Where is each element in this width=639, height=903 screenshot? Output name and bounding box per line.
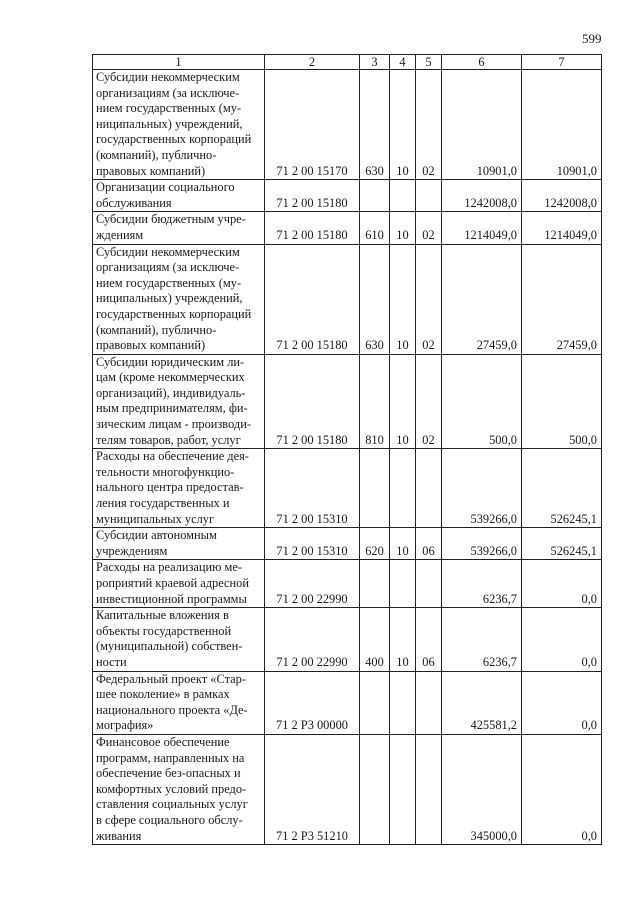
expense-name-cell	[93, 244, 265, 354]
expense-name-line: зическим лицам - производи-	[96, 417, 251, 432]
amount-approved-cell: 6236,7	[442, 560, 522, 608]
expense-type-cell	[360, 671, 390, 734]
table-row	[93, 671, 602, 734]
column-header: 3	[360, 55, 390, 70]
expense-name-line: цам (кроме некоммерческих	[96, 370, 245, 385]
expense-name-line: живания	[96, 828, 142, 843]
expense-name-line: комфортных условий предо-	[96, 781, 247, 796]
section-cell	[390, 671, 416, 734]
section-cell	[390, 180, 416, 212]
amount-approved-cell: 425581,2	[442, 671, 522, 734]
expense-name-line: тельности многофункцио-	[96, 464, 235, 479]
amount-executed-cell: 0,0	[522, 608, 602, 671]
expense-name-line: правовых компаний)	[96, 338, 206, 353]
amount-executed-cell: 27459,0	[522, 244, 602, 354]
table-row	[93, 560, 602, 608]
expense-name-cell	[93, 70, 265, 180]
subsection-cell	[416, 449, 442, 528]
expense-name-line: (компаний), публично-	[96, 147, 217, 162]
expense-name-line: нального центра предостав-	[96, 480, 244, 495]
subsection-cell: 02	[416, 354, 442, 449]
budget-table	[92, 54, 602, 845]
expense-name-line: Субсидии автономным	[96, 528, 217, 543]
expense-name-line: Субсидии некоммерческим	[96, 244, 240, 259]
column-header: 7	[522, 55, 602, 70]
expense-name-cell	[93, 449, 265, 528]
amount-approved-cell: 539266,0	[442, 528, 522, 560]
section-cell: 10	[390, 212, 416, 244]
expense-name-cell	[93, 734, 265, 844]
table-row	[93, 212, 602, 244]
expense-name-line: ниципальных) учреждений,	[96, 116, 243, 131]
expense-name-line: муниципальных услуг	[96, 511, 215, 526]
expense-name-line: организациям (за исключе-	[96, 85, 240, 100]
expense-type-cell: 620	[360, 528, 390, 560]
expense-name-line: объекты государственной	[96, 623, 232, 638]
expense-name-cell	[93, 560, 265, 608]
amount-approved-cell: 539266,0	[442, 449, 522, 528]
subsection-cell	[416, 734, 442, 844]
expense-name-cell	[93, 212, 265, 244]
amount-approved-cell: 1214049,0	[442, 212, 522, 244]
expense-name-line: Субсидии юридическим ли-	[96, 354, 245, 369]
column-header: 6	[442, 55, 522, 70]
column-header: 2	[265, 55, 360, 70]
expense-name-cell	[93, 528, 265, 560]
subsection-cell	[416, 180, 442, 212]
section-cell: 10	[390, 70, 416, 180]
expense-name-line: инвестиционной программы	[96, 591, 247, 606]
amount-executed-cell: 500,0	[522, 354, 602, 449]
expense-name-line: программ, направленных на	[96, 750, 245, 765]
expense-type-cell	[360, 180, 390, 212]
table-row	[93, 70, 602, 180]
expense-name-line: ставления социальных услуг	[96, 797, 248, 812]
table-row	[93, 608, 602, 671]
subsection-cell: 06	[416, 528, 442, 560]
expense-name-line: обеспечение без-опасных и	[96, 766, 241, 781]
subsection-cell: 06	[416, 608, 442, 671]
expense-name-line: ности	[96, 654, 127, 669]
expense-type-cell	[360, 449, 390, 528]
expense-name-line: шее поколение» в рамках	[96, 687, 230, 702]
expense-name-line: Капитальные вложения в	[96, 608, 229, 623]
expense-type-cell: 630	[360, 244, 390, 354]
expense-type-cell	[360, 560, 390, 608]
target-code-cell: 71 2 P3 00000	[265, 671, 360, 734]
expense-type-cell: 610	[360, 212, 390, 244]
expense-type-cell: 630	[360, 70, 390, 180]
expense-name-line: ниципальных) учреждений,	[96, 291, 243, 306]
page-number: 599	[582, 31, 602, 46]
target-code-cell: 71 2 00 15180	[265, 244, 360, 354]
expense-type-cell	[360, 734, 390, 844]
expense-name-line: Субсидии некоммерческим	[96, 70, 240, 84]
subsection-cell: 02	[416, 244, 442, 354]
expense-name-line: Субсидии бюджетным учре-	[96, 212, 246, 227]
column-header: 5	[416, 55, 442, 70]
amount-approved-cell: 500,0	[442, 354, 522, 449]
table-row	[93, 528, 602, 560]
section-cell	[390, 449, 416, 528]
section-cell: 10	[390, 608, 416, 671]
target-code-cell: 71 2 00 15310	[265, 528, 360, 560]
expense-name-line: (муниципальной) собствен-	[96, 639, 243, 654]
expense-name-line: в сфере социального обслу-	[96, 812, 243, 827]
amount-executed-cell: 526245,1	[522, 449, 602, 528]
target-code-cell: 71 2 00 15180	[265, 354, 360, 449]
amount-executed-cell: 526245,1	[522, 528, 602, 560]
expense-name-line: ления государственных и	[96, 496, 230, 511]
amount-approved-cell: 10901,0	[442, 70, 522, 180]
target-code-cell: 71 2 00 22990	[265, 560, 360, 608]
expense-name-line: нием государственных (му-	[96, 275, 242, 290]
expense-name-line: ждениям	[96, 227, 144, 242]
expense-name-line: организаций), индивидуаль-	[96, 385, 246, 400]
expense-name-line: Федеральный проект «Стар-	[96, 671, 246, 686]
expense-name-cell	[93, 608, 265, 671]
expense-name-line: Расходы на реализацию ме-	[96, 560, 242, 575]
expense-name-line: обслуживания	[96, 195, 172, 210]
amount-executed-cell: 1242008,0	[522, 180, 602, 212]
amount-approved-cell: 27459,0	[442, 244, 522, 354]
expense-name-line: телям товаров, работ, услуг	[96, 432, 241, 447]
table-row	[93, 734, 602, 844]
expense-name-line: организациям (за исключе-	[96, 260, 240, 275]
expense-name-line: правовых компаний)	[96, 163, 206, 178]
expense-name-cell	[93, 354, 265, 449]
expense-name-line: роприятий краевой адресной	[96, 576, 249, 590]
target-code-cell: 71 2 00 15180	[265, 212, 360, 244]
table-header-row	[93, 55, 602, 70]
expense-name-line: нием государственных (му-	[96, 101, 242, 116]
expense-name-line: (компаний), публично-	[96, 322, 217, 337]
expense-name-line: Финансовое обеспечение	[96, 734, 230, 749]
amount-executed-cell: 0,0	[522, 560, 602, 608]
table-row	[93, 354, 602, 449]
column-header: 4	[390, 55, 416, 70]
amount-executed-cell: 10901,0	[522, 70, 602, 180]
section-cell: 10	[390, 354, 416, 449]
amount-approved-cell: 345000,0	[442, 734, 522, 844]
section-cell: 10	[390, 244, 416, 354]
section-cell	[390, 560, 416, 608]
expense-type-cell: 810	[360, 354, 390, 449]
expense-name-line: мография»	[96, 718, 154, 733]
subsection-cell	[416, 560, 442, 608]
expense-name-line: ным предпринимателям, фи-	[96, 401, 248, 416]
expense-name-cell	[93, 671, 265, 734]
amount-executed-cell: 0,0	[522, 734, 602, 844]
expense-name-line: учреждениям	[96, 543, 168, 558]
expense-name-cell	[93, 180, 265, 212]
target-code-cell: 71 2 00 15310	[265, 449, 360, 528]
table-row	[93, 244, 602, 354]
amount-executed-cell: 1214049,0	[522, 212, 602, 244]
expense-type-cell: 400	[360, 608, 390, 671]
subsection-cell	[416, 671, 442, 734]
amount-approved-cell: 6236,7	[442, 608, 522, 671]
amount-executed-cell: 0,0	[522, 671, 602, 734]
expense-name-line: государственных корпораций	[96, 132, 252, 147]
section-cell: 10	[390, 528, 416, 560]
section-cell	[390, 734, 416, 844]
expense-name-line: Расходы на обеспечение дея-	[96, 449, 249, 464]
expense-name-line: государственных корпораций	[96, 306, 252, 321]
amount-approved-cell: 1242008,0	[442, 180, 522, 212]
column-header: 1	[93, 55, 265, 70]
table-row	[93, 180, 602, 212]
subsection-cell: 02	[416, 212, 442, 244]
target-code-cell: 71 2 P3 51210	[265, 734, 360, 844]
subsection-cell: 02	[416, 70, 442, 180]
table-row	[93, 449, 602, 528]
target-code-cell: 71 2 00 15170	[265, 70, 360, 180]
expense-name-line: национального проекта «Де-	[96, 702, 248, 717]
target-code-cell: 71 2 00 22990	[265, 608, 360, 671]
target-code-cell: 71 2 00 15180	[265, 180, 360, 212]
expense-name-line: Организации социального	[96, 180, 235, 195]
